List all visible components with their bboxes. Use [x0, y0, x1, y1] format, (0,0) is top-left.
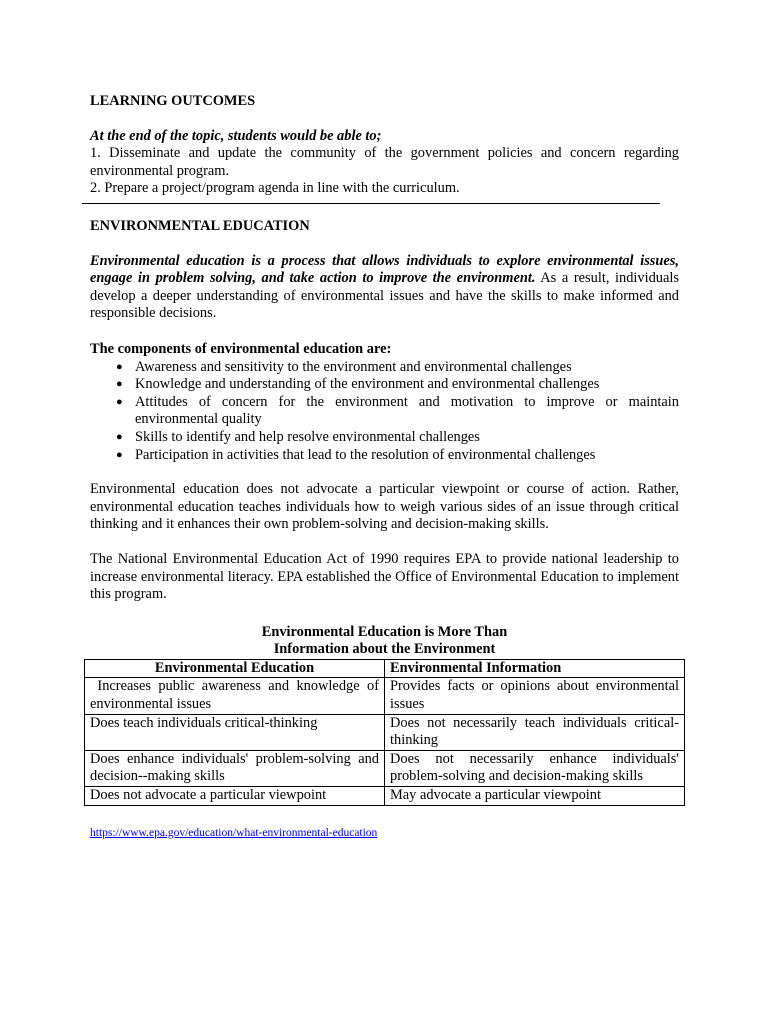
- table-title-line2: Information about the Environment: [273, 641, 496, 658]
- list-item: ● Attitudes of concern for the environment and motivation to improve or maintain environmental quality: [116, 393, 679, 428]
- env-ed-definition: [90, 253, 679, 323]
- outcome-item: 1. Disseminate and update the community of the government policies and concern regarding environmental program.: [90, 145, 679, 179]
- outcome-item: 2. Prepare a project/program agenda in line with the curriculum.: [90, 180, 460, 197]
- components-list: [90, 359, 679, 465]
- learning-outcomes-section: [90, 93, 679, 198]
- definition-rest: As a result, individuals develop a deeper understanding of environmental issues and have the skills to make informed and responsible decisions.: [90, 270, 679, 322]
- learning-outcomes-intro: At the end of the topic, students would be able to;: [90, 127, 382, 144]
- source-link[interactable]: https://www.epa.gov/education/what-environmental-education: [90, 826, 378, 839]
- table-cell: Does enhance individuals' problem-solving and decision--making skills: [85, 750, 385, 786]
- column-header: Environmental Information: [385, 659, 685, 678]
- table-cell: Does not advocate a particular viewpoint: [85, 787, 385, 806]
- env-ed-heading: ENVIRONMENTAL EDUCATION: [90, 218, 310, 234]
- table-cell: Does not necessarily enhance individuals' problem-solving and decision-making skills: [385, 750, 685, 786]
- bullet-icon: ●: [116, 378, 123, 391]
- list-item: ● Skills to identify and help resolve environmental challenges: [116, 428, 480, 445]
- environmental-education-section: [90, 218, 679, 842]
- components-heading: The components of environmental education are:: [90, 340, 392, 357]
- section-divider: [82, 203, 660, 204]
- table-row: [85, 787, 685, 806]
- bullet-icon: ●: [116, 395, 123, 408]
- bullet-icon: ●: [116, 448, 123, 461]
- list-item: ● Knowledge and understanding of the environment and environmental challenges: [116, 376, 600, 393]
- column-header: Environmental Education: [85, 659, 385, 678]
- list-item: ● Participation in activities that lead to the resolution of environmental challenges: [116, 446, 596, 463]
- bullet-icon: ●: [116, 360, 123, 373]
- bullet-icon: ●: [116, 430, 123, 443]
- learning-outcomes-heading: LEARNING OUTCOMES: [90, 93, 256, 109]
- definition-bold: Environmental education is a process that allows individuals to explore environmental issues, engage in problem solving, and take action to improve the environment.: [90, 252, 679, 287]
- table-cell: May advocate a particular viewpoint: [385, 787, 685, 806]
- table-row: [85, 714, 685, 750]
- table-cell: Increases public awareness and knowledge of environmental issues: [85, 678, 385, 714]
- viewpoint-paragraph: Environmental education does not advocate a particular viewpoint or course of action. Rather, environmental education teaches individuals how to weigh various sides of an issue through critical thinking and it enhances their own problem-solving and decision-making skills.: [90, 481, 679, 533]
- table-row: [85, 750, 685, 786]
- table-cell: Does teach individuals critical-thinking: [85, 714, 385, 750]
- comparison-table: [84, 659, 685, 806]
- table-row: [85, 678, 685, 714]
- table-header-row: [85, 659, 685, 678]
- table-cell: Provides facts or opinions about environmental issues: [385, 678, 685, 714]
- table-title-line1: Environmental Education is More Than: [261, 623, 508, 640]
- table-cell: Does not necessarily teach individuals critical-thinking: [385, 714, 685, 750]
- act-paragraph: The National Environmental Education Act of 1990 requires EPA to provide national leadership to increase environmental literacy. EPA established the Office of Environmental Education to implement this program.: [90, 550, 679, 603]
- list-item: ● Awareness and sensitivity to the environment and environmental challenges: [116, 358, 572, 375]
